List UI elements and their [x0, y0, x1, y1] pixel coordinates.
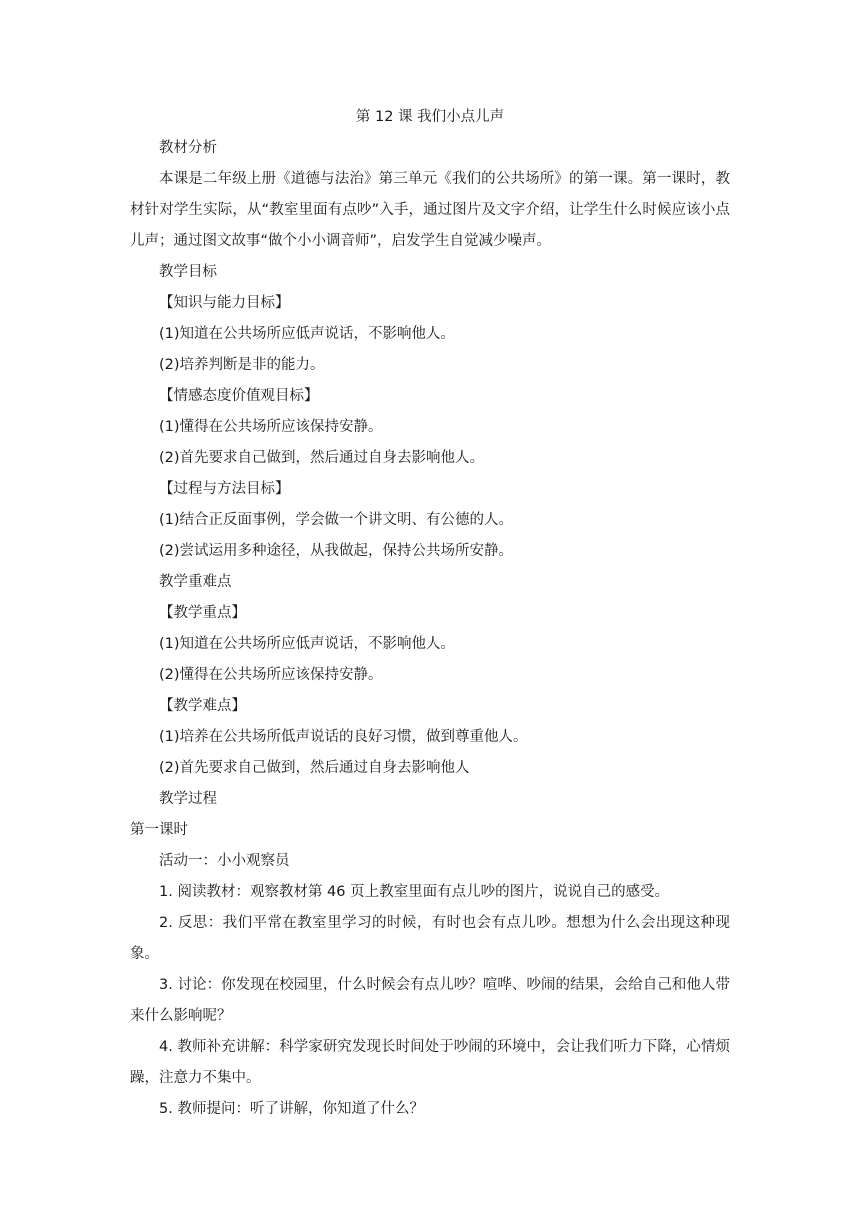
paragraph: (1)懂得在公共场所应该保持安静。 [159, 419, 383, 435]
paragraph: 2. 反思：我们平常在教室里学习的时候，有时也会有点儿吵。想想为什么会出现这种现象。 [130, 915, 730, 962]
lesson-title: 第 12 课 我们小点儿声 [355, 109, 505, 125]
paragraph: (2)首先要求自己做到，然后通过自身去影响他人 [159, 760, 470, 776]
paragraph: 【教学重点】 [159, 605, 246, 621]
paragraph: 5. 教师提问：听了讲解，你知道了什么？ [159, 1101, 424, 1117]
paragraph: (2)懂得在公共场所应该保持安静。 [159, 667, 383, 683]
paragraph: (1)知道在公共场所应低声说话，不影响他人。 [159, 636, 456, 652]
paragraph: 【过程与方法目标】 [159, 481, 290, 497]
paragraph: 【知识与能力目标】 [159, 295, 290, 311]
paragraph: 教学重难点 [159, 574, 232, 590]
paragraph: 3. 讨论：你发现在校园里，什么时候会有点儿吵？喧哗、吵闹的结果，会给自己和他人带来什么影响呢？ [130, 977, 730, 1024]
paragraph: 4. 教师补充讲解：科学家研究发现长时间处于吵闹的环境中，会让我们听力下降，心情烦躁，注意力不集中。 [130, 1039, 730, 1086]
paragraph: 【情感态度价值观目标】 [159, 388, 319, 404]
paragraph: 1. 阅读教材：观察教材第 46 页上教室里面有点儿吵的图片，说说自己的感受。 [159, 884, 670, 900]
paragraph-list [130, 133, 730, 1125]
paragraph: (2)首先要求自己做到，然后通过自身去影响他人。 [159, 450, 485, 466]
paragraph: (2)培养判断是非的能力。 [159, 357, 325, 373]
paragraph: 活动一：小小观察员 [159, 853, 290, 869]
paragraph: 第一课时 [130, 822, 188, 838]
paragraph: (1)知道在公共场所应低声说话，不影响他人。 [159, 326, 456, 342]
paragraph: 本课是二年级上册《道德与法治》第三单元《我们的公共场所》的第一课。第一课时，教材针对学生实际，从“教室里面有点吵”入手，通过图片及文字介绍，让学生什么时候应该小点儿声；通过图文故事“做个小小调音师”，启发学生自觉减少噪声。 [130, 171, 730, 249]
paragraph: (1)培养在公共场所低声说话的良好习惯，做到尊重他人。 [159, 729, 528, 745]
paragraph: (1)结合正反面事例，学会做一个讲文明、有公德的人。 [159, 512, 514, 528]
paragraph: 教学过程 [159, 791, 217, 807]
paragraph: (2)尝试运用多种途径，从我做起，保持公共场所安静。 [159, 543, 514, 559]
paragraph: 教学目标 [159, 264, 217, 280]
paragraph: 【教学难点】 [159, 698, 246, 714]
document-body [130, 102, 730, 1125]
paragraph: 教材分析 [159, 140, 217, 156]
